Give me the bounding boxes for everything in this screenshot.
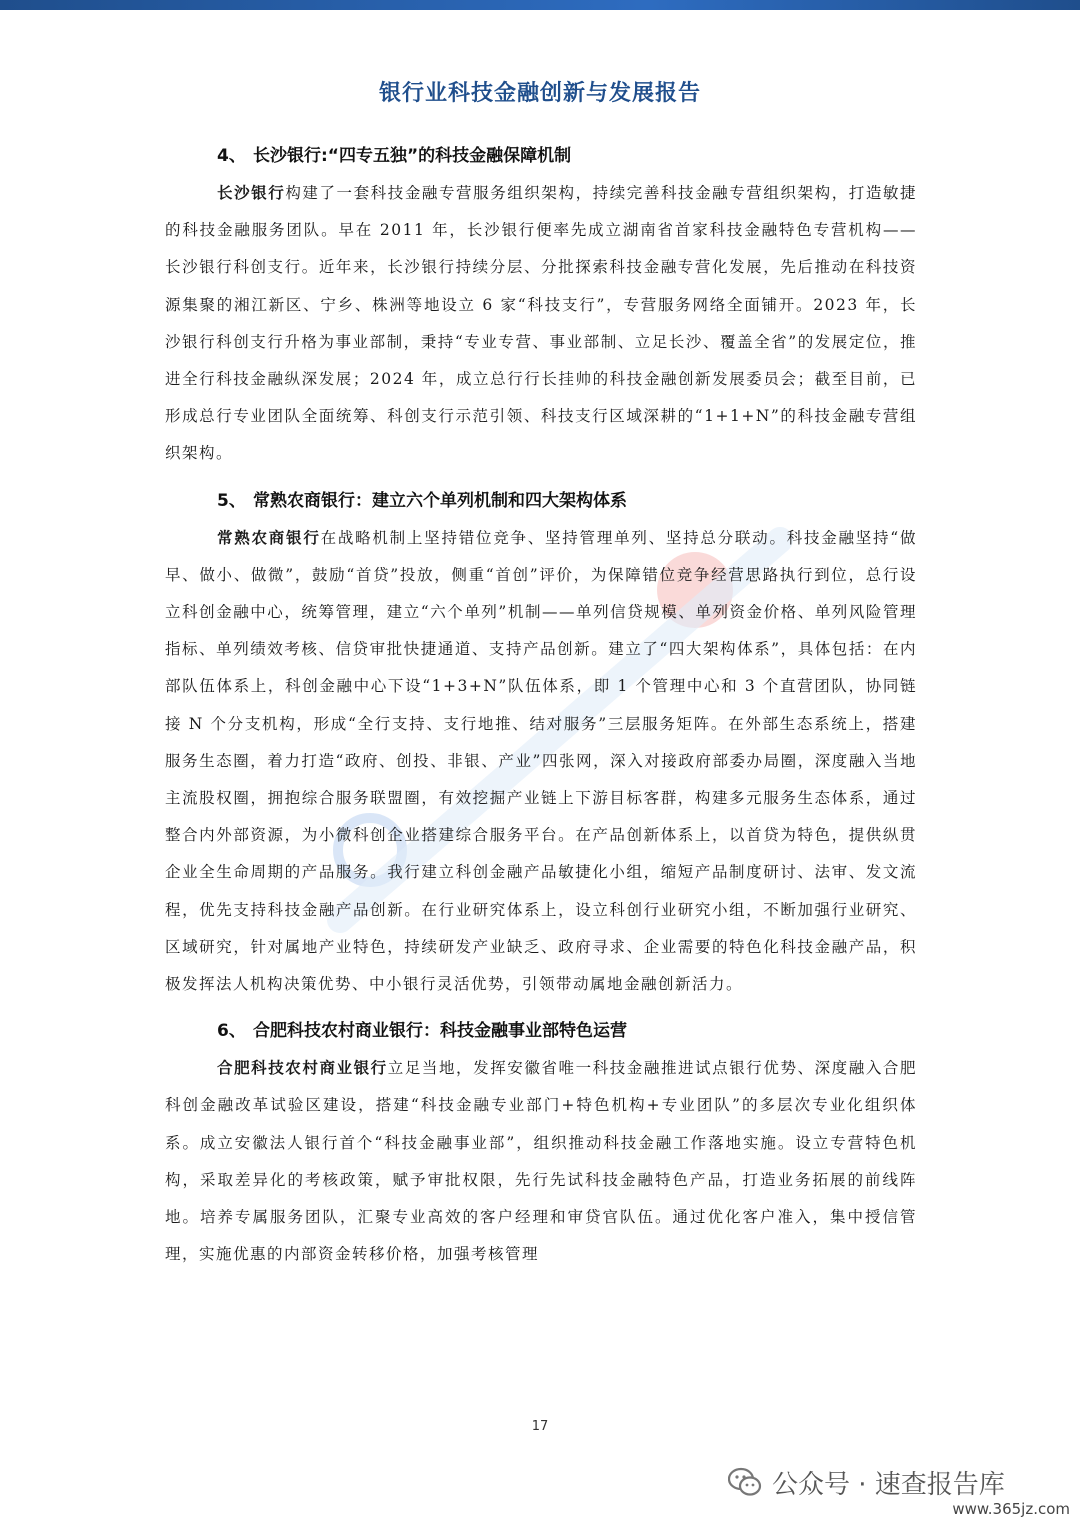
footer-url[interactable]: www.365jz.com	[952, 1500, 1070, 1518]
paragraph-text: 在战略机制上坚持错位竞争、坚持管理单列、坚持总分联动。科技金融坚持“做早、做小、做微”，鼓励“首贷”投放，侧重“首创”评价，为保障错位竞争经营思路执行到位，总行设立科创金融中心，统筹管理，建立“六个单列”机制——单列信贷规模、单列资金价格、单列风险管理指标、单列绩效考核、信贷审批快捷通道、支持产品创新。建立了“四大架构体系”，具体包括：在内部队伍体系上，科创金融中心下设“1+3+N”队伍体系，即 1 个管理中心和 3 个直营团队，协同链接 N 个分支机构，形成“全行支持、支行地推、结对服务”三层服务矩阵。在外部生态系统上，搭建服务生态圈，着力打造“政府、创投、非银、产业”四张网，深入对接政府部委办局圈，深度融入当地主流股权圈，拥抱综合服务联盟圈，有效挖掘产业链上下游目标客群，构建多元服务生态体系，通过整合内外部资源，为小微科创企业搭建综合服务平台。在产品创新体系上，以首贷为特色，提供纵贯企业全生命周期的产品服务。我行建立科创金融产品敏捷化小组，缩短产品制度研讨、法审、发文流程，优先支持科技金融产品创新。在行业研究体系上，设立科创行业研究小组，不断加强行业研究、区域研究，针对属地产业特色，持续研发产业缺乏、政府寻求、企业需要的特色化科技金融产品，积极发挥法人机构决策优势、中小银行灵活优势，引领带动属地金融创新活力。	[165, 528, 917, 994]
document-body	[165, 138, 917, 1283]
footer-brand-text: 公众号 · 速查报告库	[772, 1469, 1005, 1500]
section-heading	[217, 1013, 917, 1049]
section-title: 合肥科技农村商业银行：科技金融事业部特色运营	[253, 1021, 627, 1042]
section-number: 6、	[217, 1021, 246, 1042]
paragraph-lead: 长沙银行	[217, 183, 286, 202]
paragraph-text: 立足当地，发挥安徽省唯一科技金融推进试点银行优势、深度融入合肥科创金融改革试验区建设，搭建“科技金融专业部门+特色机构+专业团队”的多层次专业化组织体系。成立安徽法人银行首个“科技金融事业部”，组织推动科技金融工作落地实施。设立专营特色机构，采取差异化的考核政策，赋予审批权限，先行先试科技金融特色产品，打造业务拓展的前线阵地。培养专属服务团队，汇聚专业高效的客户经理和审贷官队伍。通过优化客户准入，集中授信管理，实施优惠的内部资金转移价格，加强考核管理	[165, 1059, 917, 1264]
paragraph-text: 构建了一套科技金融专营服务组织架构，持续完善科技金融专营组织架构，打造敏捷的科技金融服务团队。早在 2011 年，长沙银行便率先成立湖南省首家科技金融特色专营机构——长沙银行科创支行。近年来，长沙银行持续分层、分批探索科技金融专营化发展，先后推动在科技资源集聚的湘江新区、宁乡、株洲等地设立 6 家“科技支行”，专营服务网络全面铺开。2023 年，长沙银行科创支行升格为事业部制，秉持“专业专营、事业部制、立足长沙、覆盖全省”的发展定位，推进全行科技金融纵深发展；2024 年，成立总行行长挂帅的科技金融创新发展委员会；截至目前，已形成总行专业团队全面统筹、科创支行示范引领、科技支行区域深耕的“1+1+N”的科技金融专营组织架构。	[165, 184, 917, 463]
section-paragraph	[165, 1049, 917, 1273]
wechat-icon	[728, 1467, 762, 1497]
section-heading	[217, 138, 917, 174]
section-hefei-rural-bank	[165, 1013, 917, 1273]
page-number: 17	[531, 1419, 549, 1434]
section-changshu-rural-bank	[165, 483, 917, 1004]
section-paragraph	[165, 519, 917, 1004]
section-heading	[217, 483, 917, 519]
section-number: 5、	[217, 490, 246, 511]
section-title: 常熟农商银行：建立六个单列机制和四大架构体系	[253, 490, 627, 511]
paragraph-lead: 常熟农商银行	[217, 527, 321, 547]
section-paragraph	[165, 174, 917, 473]
paragraph-lead: 合肥科技农村商业银行	[217, 1058, 388, 1078]
section-title: 长沙银行:“四专五独”的科技金融保障机制	[253, 146, 572, 166]
footer-brand	[728, 1462, 1005, 1502]
section-number: 4、	[217, 146, 246, 166]
section-changsha-bank	[165, 138, 917, 473]
report-title: 银行业科技金融创新与发展报告	[378, 81, 701, 106]
top-accent-bar	[0, 0, 1080, 10]
